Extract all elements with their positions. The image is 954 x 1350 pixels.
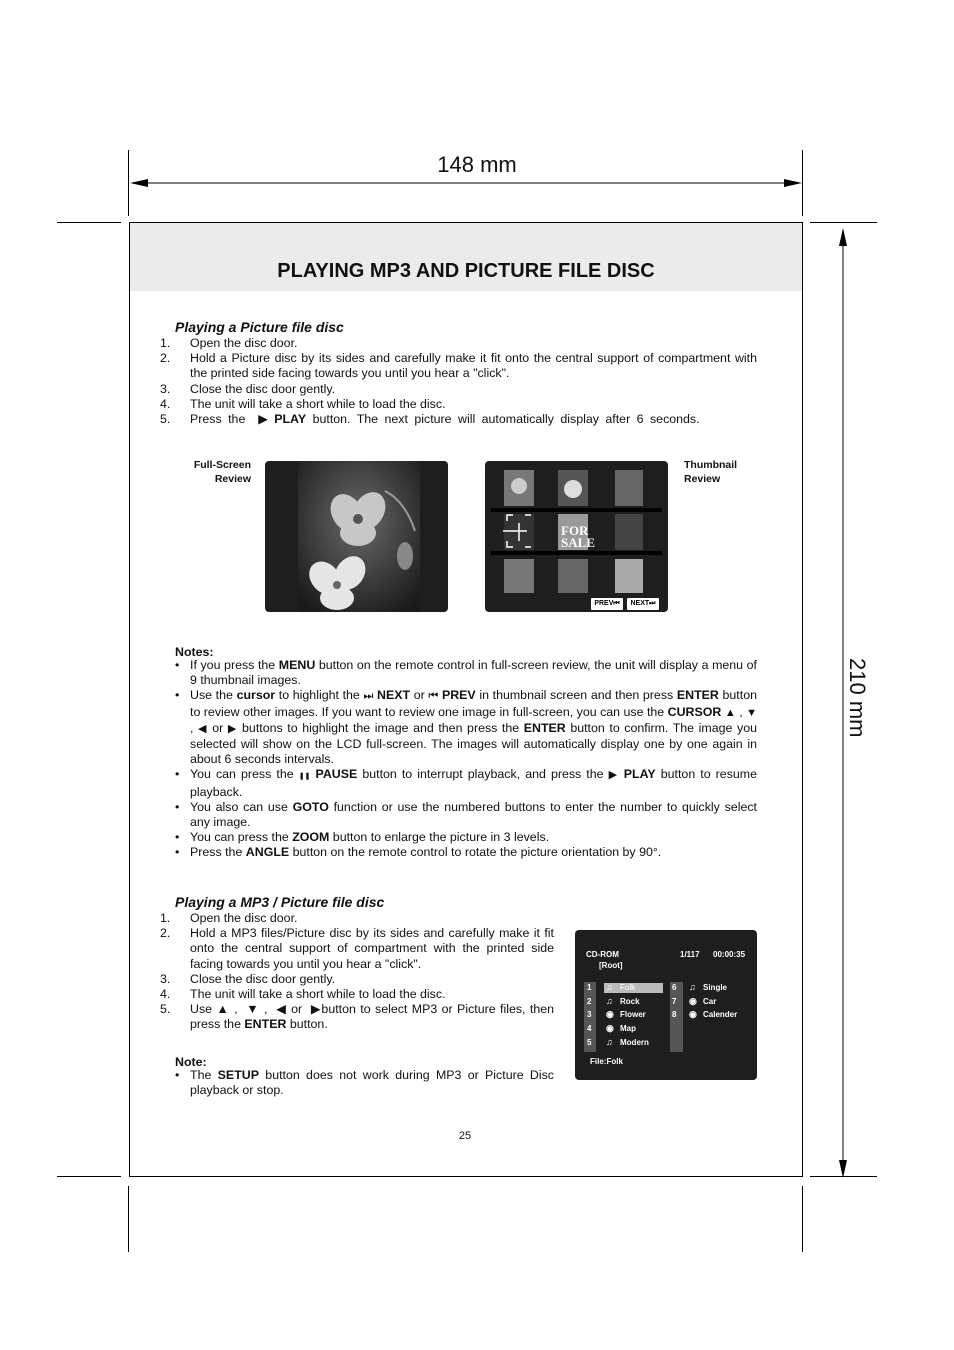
step-item: 1. Open the disc door. [160,336,298,350]
item-label: Flower [620,1010,646,1020]
note-item: • You also can use GOTO function or use the numbered buttons to enter the number to quickly select any image. [175,800,757,830]
note-item: • Use the cursor to highlight the ⏭ NEXT or ⏮ PREV in thumbnail screen and then press ENTER button to review other images. If you want to review one image in full-screen, you can use the CURSOR ▲ , ▼ , ◀ or ▶ buttons to highlight the image and then press the ENTER button to confirm. The image you selected will show on the LCD full-screen. The images will automatically display one by one again in about 6 seconds intervals. [175,688,757,767]
item-label: Calender [703,1010,738,1020]
page-number: 25 [458,1130,472,1142]
down-arrow-icon: ▼ [246,1002,260,1017]
note-item: • Press the ANGLE button on the remote control to rotate the picture orientation by 90°. [175,845,757,860]
crop-mark [802,1186,803,1252]
note-item: • You can press the ZOOM button to enlarge the picture in 3 levels. [175,830,757,845]
prev-button[interactable]: PREV⏮ [591,598,623,610]
note-text [175,1068,554,1098]
disc-icon: ◉ [606,1009,614,1020]
item-label: Car [703,996,717,1006]
disc-icon: ◉ [689,1009,697,1020]
item-label: Single [703,983,728,992]
down-arrow-icon: ▼ [746,706,757,719]
step-item: 2. Hold a Picture disc by its sides and carefully make it fit onto the central support of compartment with the printed side facing towards you until you hear a "click". [160,351,757,381]
item-number: 5 [587,1037,592,1047]
section1-steps [160,336,757,427]
step-item: 1. Open the disc door. [160,911,298,925]
step-item: 4. The unit will take a short while to load the disc. [160,987,446,1002]
item-number: 2 [587,996,592,1006]
item-number: 7 [672,996,677,1006]
track-count: 1/117 [680,950,700,959]
crop-mark [810,222,877,223]
crop-mark [57,222,121,223]
play-icon: ▶ [258,412,268,427]
music-note-icon: ♫ [606,1036,613,1047]
next-icon: ⏭ [363,690,374,703]
section-heading: Playing a Picture file disc [175,319,344,335]
disc-icon: ◉ [689,995,697,1006]
width-dimension-arrow [128,176,804,190]
item-label: Folk [620,983,636,992]
page-border-right [802,222,803,1177]
prev-icon: ⏮ [613,600,620,607]
current-file: File:Folk [590,1057,623,1066]
page-title: PLAYING MP3 AND PICTURE FILE DISC [277,260,655,282]
next-button[interactable]: NEXT⏭ [627,598,659,610]
svg-text:FOR: FOR [561,523,589,538]
note-item: • The SETUP button does not work during MP3 or Picture Disc playback or stop. [175,1068,554,1098]
step-item: 4. The unit will take a short while to load the disc. [160,396,446,411]
svg-text:SALE: SALE [561,535,595,550]
notes-list [175,658,757,861]
step-item: 3. Close the disc door gently. [160,381,336,396]
music-note-icon: ♫ [606,982,613,992]
play-time: 00:00:35 [713,950,746,959]
full-screen-review-image [265,461,448,612]
page-border-bottom [129,1176,803,1177]
crop-mark [57,1176,121,1177]
music-note-icon: ♫ [606,995,613,1006]
prev-icon: ⏮ [428,690,439,703]
source-label: CD-ROM [586,950,619,959]
page-border-left [129,222,130,1177]
item-label: Map [620,1024,636,1034]
mp3-browser-screen [575,930,757,1080]
step-item: 2. Hold a MP3 files/Picture disc by its sides and carefully make it fit onto the central support of compartment with the printed side facing towards you until you hear a "click". [160,926,554,971]
play-icon: ▶ [608,769,619,782]
crop-mark [128,1186,129,1252]
right-arrow-icon: ▶ [310,1002,322,1017]
notes-heading: Notes: [175,645,214,659]
item-label: Modern [620,1037,649,1047]
height-dimension-label: 210 mm [845,658,870,738]
left-arrow-icon: ◀ [198,722,208,735]
thumbnail-review-label: Thumbnail Review [684,459,738,485]
full-screen-review-label: Full-Screen Review [193,459,251,485]
step-item: 5. Use ▲ , ▼ , ◀ or ▶button to select MP3 or Picture files, then press the ENTER button. [160,1002,555,1032]
step-item: 5. Press the ▶ PLAY button. The next picture will automatically display after 6 seconds. [160,412,700,427]
item-number: 1 [587,983,592,992]
folder-label: [Root] [599,961,623,970]
disc-icon: ◉ [606,1023,614,1034]
section-heading: Playing a MP3 / Picture file disc [175,894,385,910]
note-item: • You can press the ❚❚ PAUSE button to interrupt playback, and press the ▶ PLAY button to resume playback. [175,767,757,799]
music-note-icon: ♫ [689,982,696,992]
up-arrow-icon: ▲ [216,1002,230,1017]
note-item: • If you press the MENU button on the remote control in full-screen review, the unit will display a menu of 9 thumbnail images. [175,658,757,688]
pause-icon: ❚❚ [298,773,311,781]
note-heading: Note: [175,1055,207,1069]
item-number: 4 [587,1024,592,1034]
thumbnail-review-image [485,461,668,612]
item-number: 3 [587,1010,592,1020]
up-arrow-icon: ▲ [724,706,736,719]
item-number: 8 [672,1010,677,1020]
item-label: Rock [620,996,640,1006]
next-icon: ⏭ [649,600,656,607]
item-number: 6 [672,983,677,992]
left-arrow-icon: ◀ [276,1002,287,1017]
section2-steps [160,911,555,1033]
right-arrow-icon: ▶ [227,722,238,735]
step-item: 3. Close the disc door gently. [160,971,336,986]
width-dimension-label: 148 mm [437,152,517,177]
